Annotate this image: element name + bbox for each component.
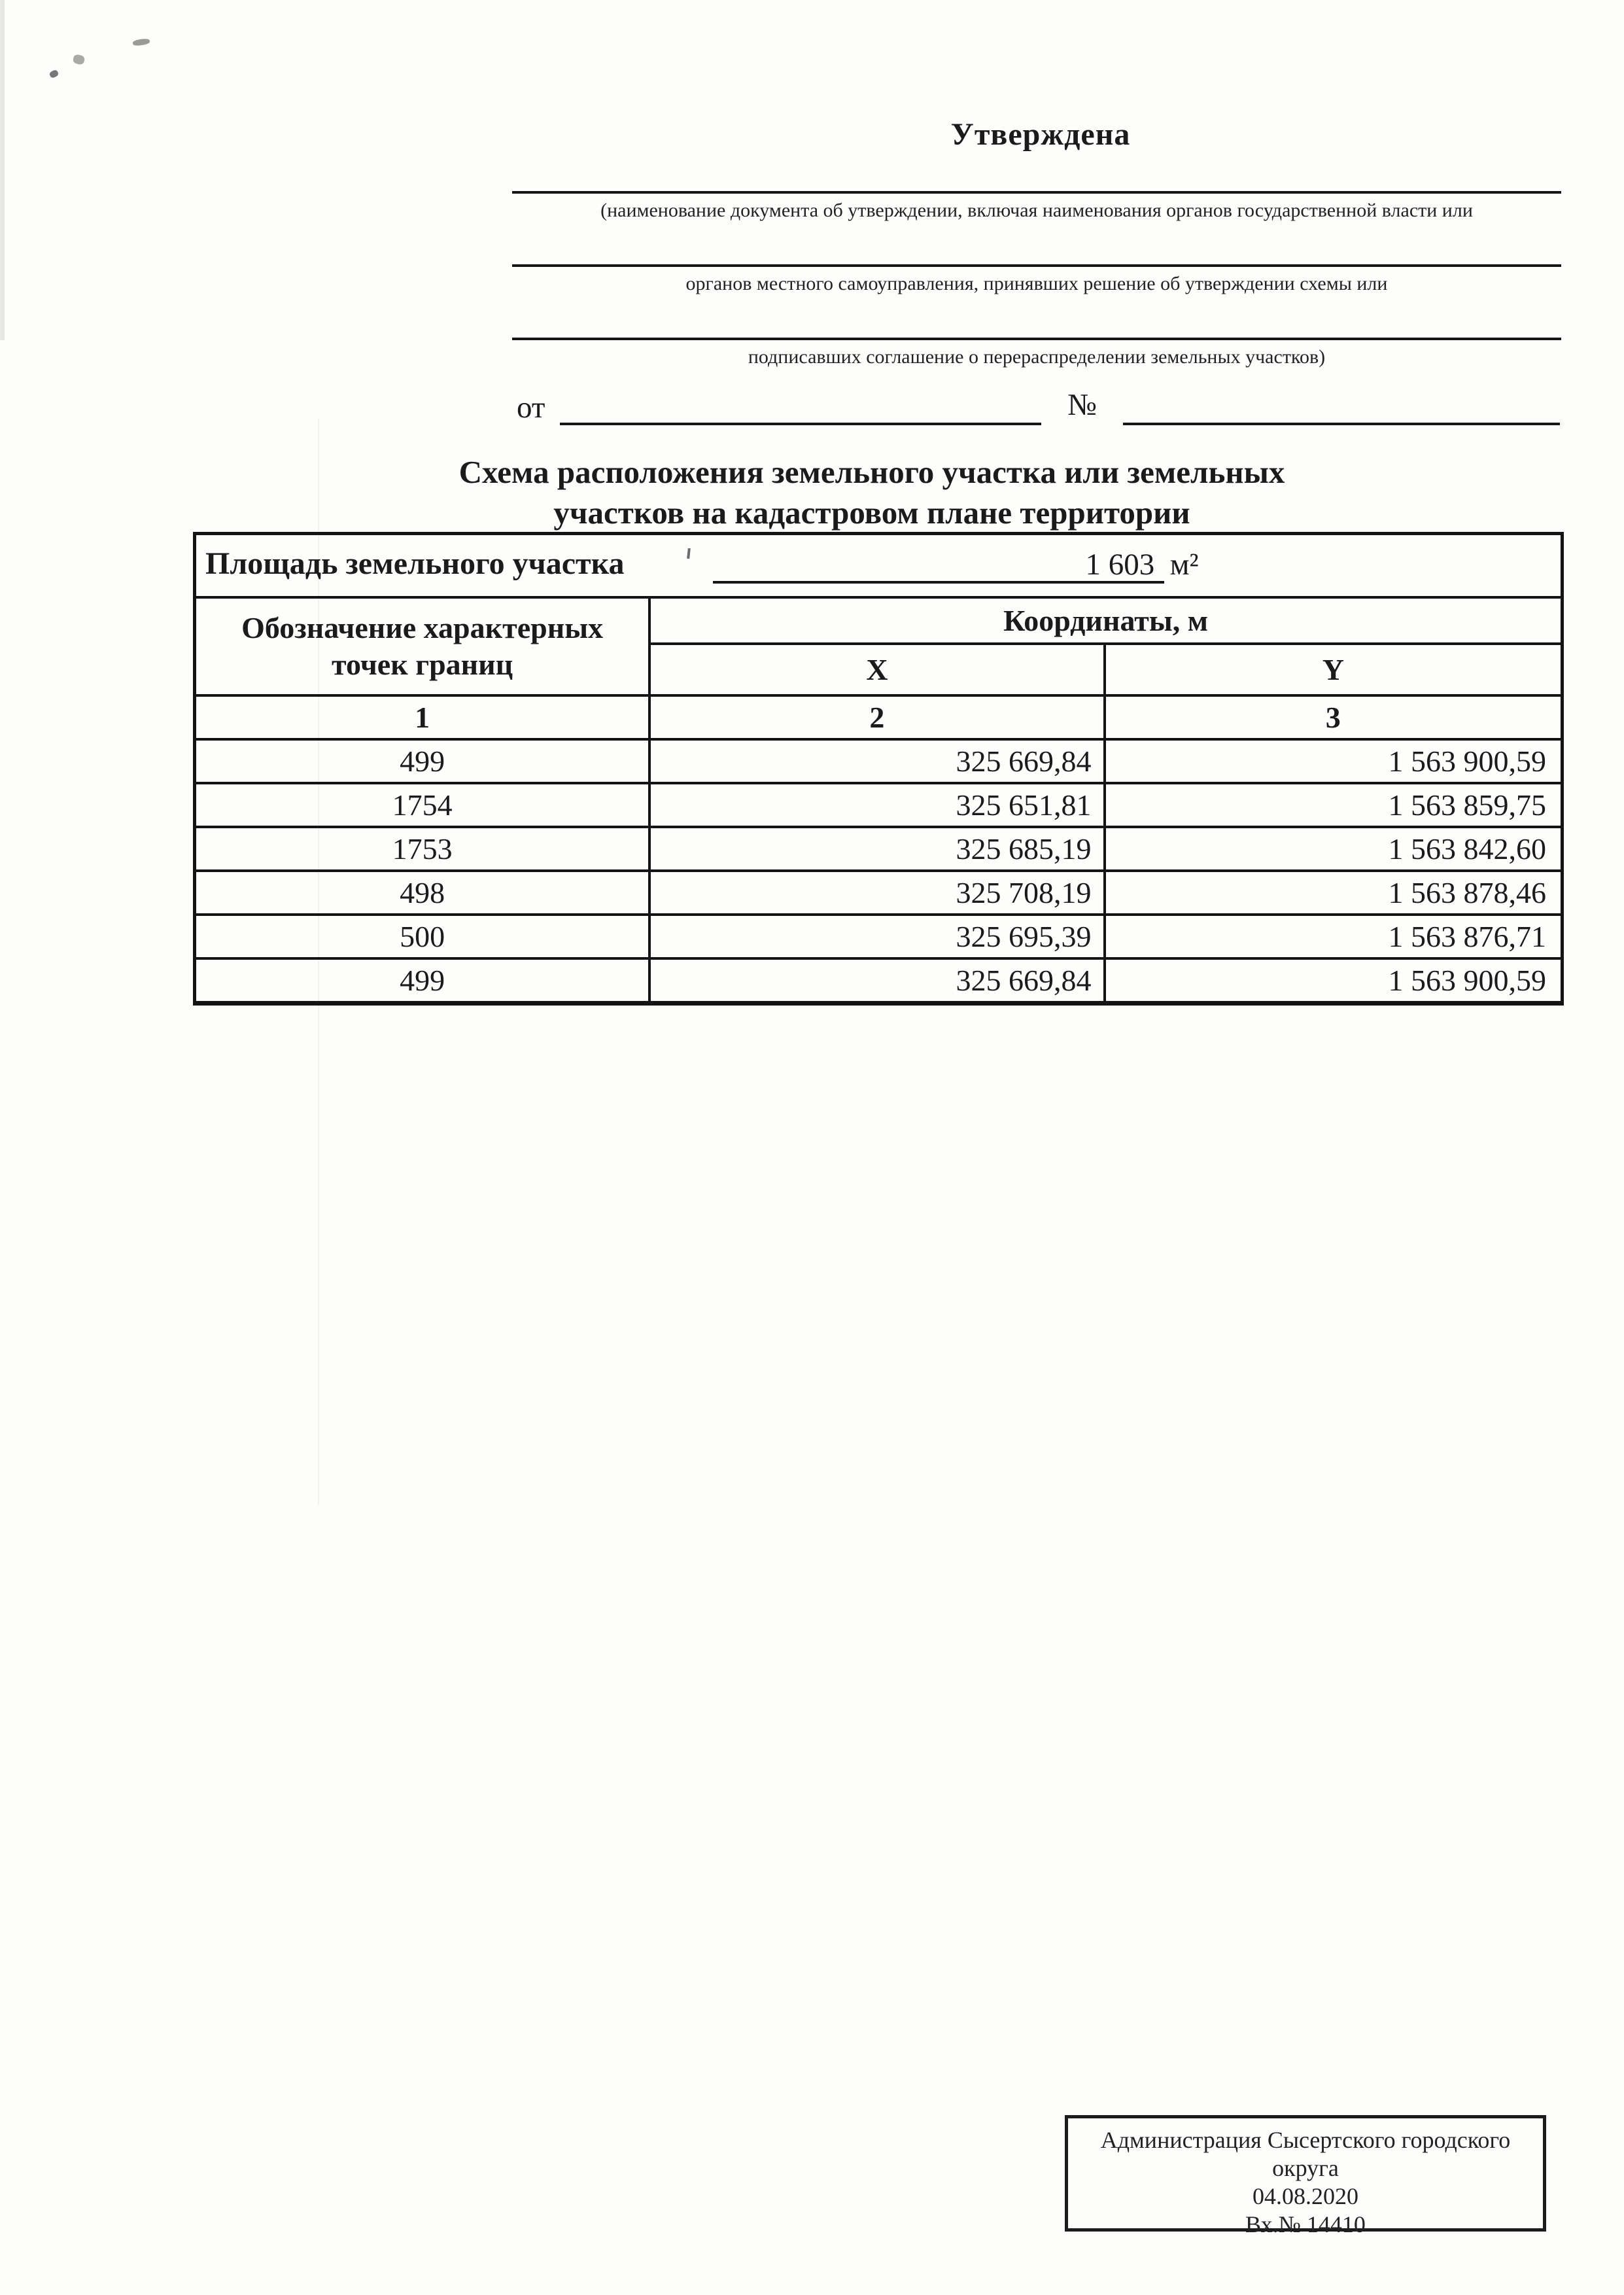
land-area-underline (713, 581, 1164, 584)
point-number: 499 (196, 960, 651, 1001)
coordinates-header-group (651, 599, 1561, 694)
y-coordinate: 1 563 900,59 (1388, 745, 1546, 778)
table-row (196, 738, 1561, 782)
doc-number-label: № (1067, 388, 1097, 422)
point-number: 1754 (196, 784, 651, 826)
y-column-header: Y (1322, 653, 1344, 686)
column-numbers-row (196, 694, 1561, 738)
table-row (196, 826, 1561, 869)
column-number-1: 1 (196, 697, 651, 738)
scheme-title-line2: участков на кадастровом плане территории (553, 495, 1190, 531)
approval-fill-line-1 (512, 191, 1561, 194)
land-area-unit: м² (1169, 548, 1199, 582)
table-row (196, 782, 1561, 826)
xy-header-row (651, 645, 1561, 694)
point-number: 1753 (196, 828, 651, 869)
x-coordinate: 325 695,39 (651, 916, 1105, 957)
y-coordinate: 1 563 900,59 (1388, 964, 1546, 997)
points-designation-header-line2: точек границ (332, 648, 513, 681)
date-from-underline (560, 423, 1041, 425)
column-number-3: 3 (1325, 701, 1341, 734)
points-designation-header-line1: Обозначение характерных (241, 611, 604, 644)
point-number: 500 (196, 916, 651, 957)
land-area-row (196, 535, 1561, 596)
stamp-organization-line2: округа (1272, 2155, 1339, 2181)
approval-caption-3: подписавших соглашение о перераспределении земельных участков) (748, 346, 1326, 368)
x-coordinate: 325 669,84 (651, 741, 1105, 782)
scan-speck (133, 38, 150, 46)
x-coordinate: 325 708,19 (651, 872, 1105, 913)
stamp-organization-line1: Администрация Сысертского городского (1100, 2127, 1511, 2153)
points-designation-header (196, 599, 651, 694)
approval-fill-line-2 (512, 264, 1561, 267)
stamp-date: 04.08.2020 (1253, 2183, 1358, 2209)
scheme-title-line1: Схема расположения земельного участка или земельных (458, 454, 1285, 490)
y-coordinate: 1 563 878,46 (1388, 876, 1546, 909)
date-from-label: от (517, 391, 545, 425)
column-number-2: 2 (651, 697, 1105, 738)
coordinates-table (193, 532, 1564, 1006)
table-row (196, 957, 1561, 1001)
table-row (196, 913, 1561, 957)
y-coordinate: 1 563 859,75 (1388, 788, 1546, 822)
point-number: 499 (196, 741, 651, 782)
coordinates-header: Координаты, м (651, 599, 1561, 645)
scan-edge-shadow (0, 0, 5, 340)
x-column-header: X (651, 645, 1105, 694)
scan-speck (73, 54, 86, 65)
doc-number-underline (1123, 423, 1560, 425)
land-area-label: Площадь земельного участка (205, 546, 625, 581)
approval-fill-line-3 (512, 338, 1561, 340)
approval-caption-1: (наименование документа об утверждении, включая наименования органов государственной власти или (600, 200, 1473, 221)
y-coordinate: 1 563 842,60 (1388, 832, 1546, 866)
y-coordinate: 1 563 876,71 (1388, 920, 1546, 953)
x-coordinate: 325 669,84 (651, 960, 1105, 1001)
point-number: 498 (196, 872, 651, 913)
approved-heading: Утверждена (950, 117, 1131, 152)
land-area-value (946, 547, 1338, 582)
stamp-incoming-number: Вх.№ 14410 (1245, 2211, 1366, 2237)
land-area-number: 1 603 (1085, 548, 1155, 582)
scan-speck (48, 69, 59, 79)
table-row (196, 869, 1561, 913)
x-coordinate: 325 651,81 (651, 784, 1105, 826)
x-coordinate: 325 685,19 (651, 828, 1105, 869)
registration-stamp (1065, 2115, 1546, 2237)
table-header-row (196, 596, 1561, 694)
approval-caption-2: органов местного самоуправления, принявших решение об утверждении схемы или (685, 273, 1388, 294)
